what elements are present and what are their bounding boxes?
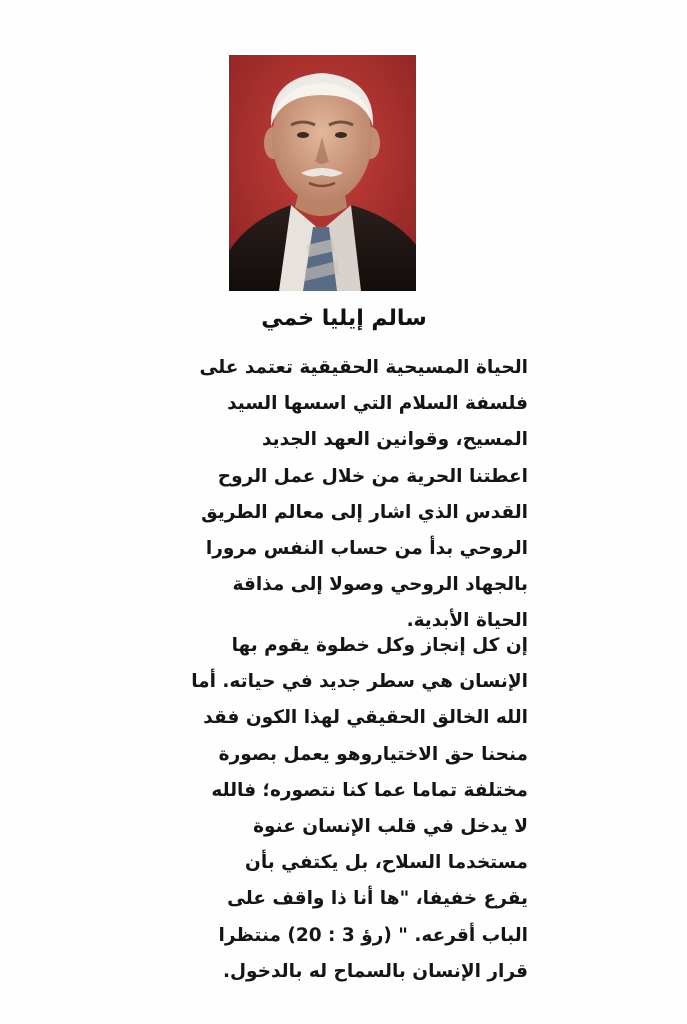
author-name: سالم إيليا خمي <box>261 306 427 331</box>
paragraph-2: إن كل إنجاز وكل خطوة يقوم بها الإنسان هي سطر جديد في حياته. أما الله الخالق الحقيقي لهذا الكون فقد منحنا حق الاختياروهو يعمل بصورة مختلفة تماما عما كنا نتصوره؛ فالله لا يدخل في قلب الإنسان عنوة مستخدما السلاح، بل يكتفي بأن يقرع خفيفا، "ها أنا ذا واقف على الباب أقرعه. " (رؤ 3 : 20) منتظرا قرار الإنسان بالسماح له بالدخول. <box>191 635 528 982</box>
paragraph-1: الحياة المسيحية الحقيقية تعتمد على فلسفة السلام التي اسسها السيد المسيح، وقوانين العهد الجديد اعطتنا الحرية من خلال عمل الروح القدس الذي اشار إلى معالم الطريق الروحي بدأ من حساب النفس مرورا بالجهاد الروحي وصولا إلى مذاقة الحياة الأبدية. <box>199 357 528 632</box>
portrait-illustration <box>229 55 416 291</box>
author-portrait <box>229 55 416 291</box>
